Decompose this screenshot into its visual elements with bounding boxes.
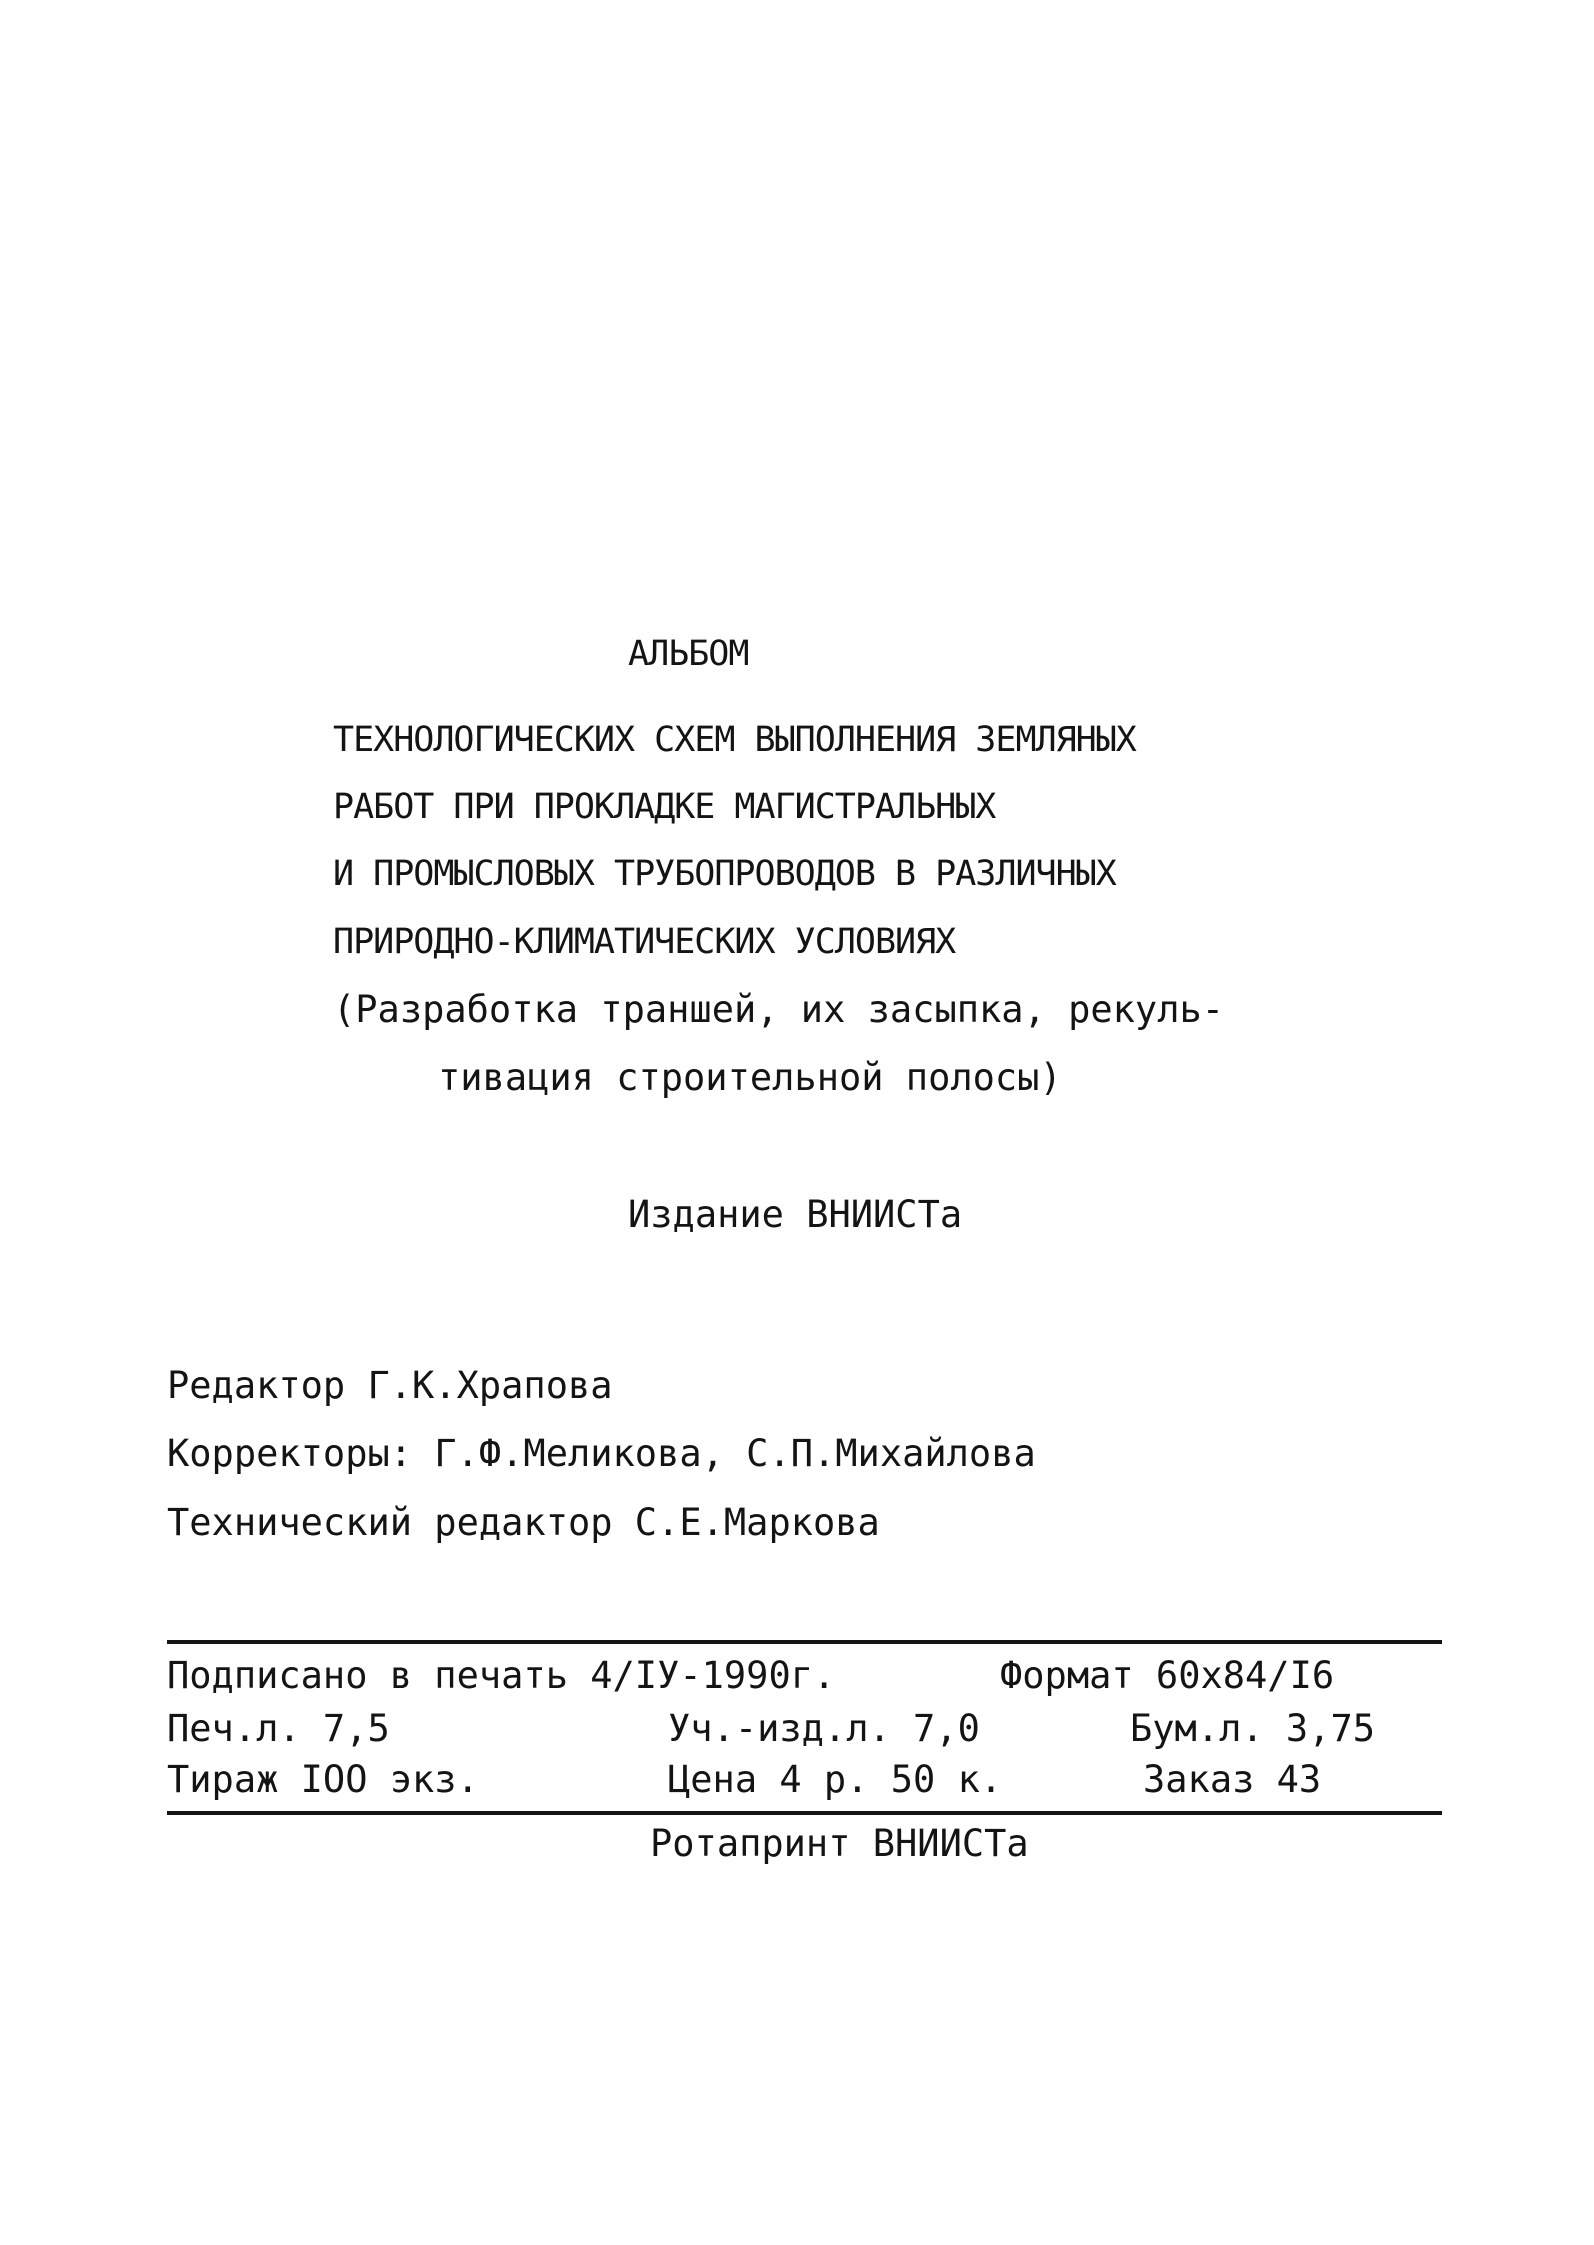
order-number: Заказ 43 — [1143, 1758, 1322, 1801]
tech-editor-line: Технический редактор С.Е.Маркова — [167, 1501, 880, 1544]
subtitle-line-1: (Разработка траншей, их засыпка, рекуль- — [333, 988, 1225, 1031]
title-line-2: РАБОТ ПРИ ПРОКЛАДКЕ МАГИСТРАЛЬНЫХ — [333, 787, 996, 827]
edition-line: Издание ВНИИСТа — [628, 1193, 963, 1236]
format-line: Формат 60х84/I6 — [1000, 1654, 1335, 1697]
price: Цена 4 р. 50 к. — [668, 1758, 1003, 1801]
printer-line: Ротапринт ВНИИСТа — [650, 1822, 1029, 1865]
title-line-3: И ПРОМЫСЛОВЫХ ТРУБОПРОВОДОВ В РАЗЛИЧНЫХ — [333, 854, 1116, 894]
album-heading: АЛЬБОМ — [628, 634, 749, 674]
print-sheets: Печ.л. 7,5 — [167, 1707, 390, 1750]
title-line-4: ПРИРОДНО-КЛИМАТИЧЕСКИХ УСЛОВИЯХ — [333, 922, 956, 962]
imprint-top-rule — [167, 1640, 1442, 1644]
editor-line: Редактор Г.К.Храпова — [167, 1364, 613, 1407]
title-line-1: ТЕХНОЛОГИЧЕСКИХ СХЕМ ВЫПОЛНЕНИЯ ЗЕМЛЯНЫХ — [333, 720, 1136, 760]
paper-sheets: Бум.л. 3,75 — [1130, 1707, 1376, 1750]
print-run: Тираж IOO экз. — [167, 1758, 479, 1801]
correctors-line: Корректоры: Г.Ф.Меликова, С.П.Михайлова — [167, 1432, 1036, 1475]
subtitle-line-2: тивация строительной полосы) — [438, 1056, 1062, 1099]
imprint-bottom-rule — [167, 1811, 1442, 1815]
signed-line: Подписано в печать 4/IУ-1990г. — [167, 1654, 836, 1697]
publishing-sheets: Уч.-изд.л. 7,0 — [668, 1707, 980, 1750]
